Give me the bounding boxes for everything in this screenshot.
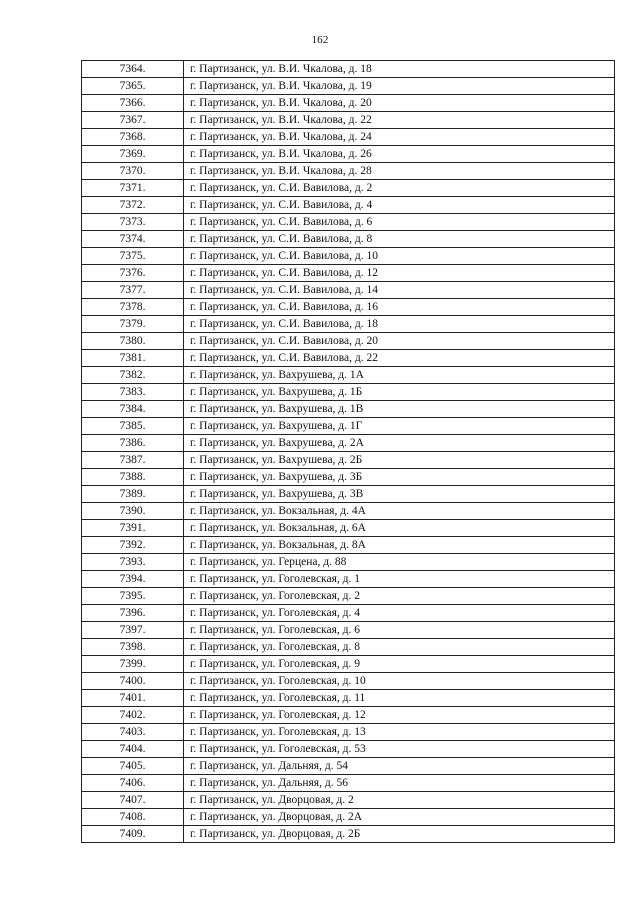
row-number-cell: 7368. [82, 129, 184, 146]
row-number-cell: 7376. [82, 265, 184, 282]
table-row [82, 622, 615, 639]
table-row [82, 78, 615, 95]
row-number-cell: 7401. [82, 690, 184, 707]
row-number-cell: 7369. [82, 146, 184, 163]
address-cell: г. Партизанск, ул. Вахрушева, д. 2Б [184, 452, 615, 469]
row-number-cell: 7374. [82, 231, 184, 248]
row-number-cell: 7406. [82, 775, 184, 792]
address-cell: г. Партизанск, ул. Вокзальная, д. 8А [184, 537, 615, 554]
address-cell: г. Партизанск, ул. Гоголевская, д. 9 [184, 656, 615, 673]
row-number-cell: 7403. [82, 724, 184, 741]
address-table-body [82, 61, 615, 843]
table-row [82, 639, 615, 656]
row-number-cell: 7408. [82, 809, 184, 826]
address-cell: г. Партизанск, ул. С.И. Вавилова, д. 16 [184, 299, 615, 316]
table-row [82, 112, 615, 129]
address-cell: г. Партизанск, ул. Вахрушева, д. 3В [184, 486, 615, 503]
table-row [82, 792, 615, 809]
table-row [82, 350, 615, 367]
row-number-cell: 7366. [82, 95, 184, 112]
table-row [82, 95, 615, 112]
address-cell: г. Партизанск, ул. Дворцовая, д. 2Б [184, 826, 615, 843]
row-number-cell: 7394. [82, 571, 184, 588]
row-number-cell: 7393. [82, 554, 184, 571]
address-cell: г. Партизанск, ул. Гоголевская, д. 53 [184, 741, 615, 758]
row-number-cell: 7371. [82, 180, 184, 197]
row-number-cell: 7388. [82, 469, 184, 486]
table-row [82, 367, 615, 384]
address-cell: г. Партизанск, ул. Гоголевская, д. 11 [184, 690, 615, 707]
row-number-cell: 7384. [82, 401, 184, 418]
address-cell: г. Партизанск, ул. Гоголевская, д. 8 [184, 639, 615, 656]
table-row [82, 333, 615, 350]
address-cell: г. Партизанск, ул. Вахрушева, д. 1Г [184, 418, 615, 435]
address-table-container [81, 60, 615, 843]
row-number-cell: 7380. [82, 333, 184, 350]
table-row [82, 520, 615, 537]
address-cell: г. Партизанск, ул. Дальняя, д. 54 [184, 758, 615, 775]
row-number-cell: 7375. [82, 248, 184, 265]
table-row [82, 469, 615, 486]
address-cell: г. Партизанск, ул. В.И. Чкалова, д. 18 [184, 61, 615, 78]
address-cell: г. Партизанск, ул. Вокзальная, д. 4А [184, 503, 615, 520]
row-number-cell: 7367. [82, 112, 184, 129]
row-number-cell: 7382. [82, 367, 184, 384]
table-row [82, 282, 615, 299]
row-number-cell: 7395. [82, 588, 184, 605]
table-row [82, 231, 615, 248]
table-row [82, 197, 615, 214]
address-table [81, 60, 615, 843]
address-cell: г. Партизанск, ул. В.И. Чкалова, д. 26 [184, 146, 615, 163]
row-number-cell: 7364. [82, 61, 184, 78]
row-number-cell: 7389. [82, 486, 184, 503]
address-cell: г. Партизанск, ул. В.И. Чкалова, д. 20 [184, 95, 615, 112]
row-number-cell: 7397. [82, 622, 184, 639]
table-row [82, 690, 615, 707]
table-row [82, 741, 615, 758]
table-row [82, 384, 615, 401]
address-cell: г. Партизанск, ул. С.И. Вавилова, д. 8 [184, 231, 615, 248]
row-number-cell: 7385. [82, 418, 184, 435]
address-cell: г. Партизанск, ул. В.И. Чкалова, д. 24 [184, 129, 615, 146]
address-cell: г. Партизанск, ул. С.И. Вавилова, д. 20 [184, 333, 615, 350]
address-cell: г. Партизанск, ул. Вахрушева, д. 1А [184, 367, 615, 384]
table-row [82, 248, 615, 265]
address-cell: г. Партизанск, ул. Гоголевская, д. 13 [184, 724, 615, 741]
row-number-cell: 7387. [82, 452, 184, 469]
address-cell: г. Партизанск, ул. С.И. Вавилова, д. 22 [184, 350, 615, 367]
table-row [82, 707, 615, 724]
table-row [82, 758, 615, 775]
table-row [82, 537, 615, 554]
table-row [82, 673, 615, 690]
table-row [82, 265, 615, 282]
address-cell: г. Партизанск, ул. В.И. Чкалова, д. 28 [184, 163, 615, 180]
table-row [82, 163, 615, 180]
address-cell: г. Партизанск, ул. Гоголевская, д. 4 [184, 605, 615, 622]
table-row [82, 809, 615, 826]
row-number-cell: 7383. [82, 384, 184, 401]
address-cell: г. Партизанск, ул. Вахрушева, д. 1Б [184, 384, 615, 401]
row-number-cell: 7365. [82, 78, 184, 95]
row-number-cell: 7409. [82, 826, 184, 843]
table-row [82, 435, 615, 452]
table-row [82, 724, 615, 741]
table-row [82, 316, 615, 333]
table-row [82, 452, 615, 469]
row-number-cell: 7398. [82, 639, 184, 656]
table-row [82, 418, 615, 435]
table-row [82, 588, 615, 605]
address-cell: г. Партизанск, ул. Дворцовая, д. 2А [184, 809, 615, 826]
row-number-cell: 7391. [82, 520, 184, 537]
address-cell: г. Партизанск, ул. С.И. Вавилова, д. 14 [184, 282, 615, 299]
address-cell: г. Партизанск, ул. В.И. Чкалова, д. 22 [184, 112, 615, 129]
address-cell: г. Партизанск, ул. Вахрушева, д. 1В [184, 401, 615, 418]
address-cell: г. Партизанск, ул. Гоголевская, д. 6 [184, 622, 615, 639]
row-number-cell: 7400. [82, 673, 184, 690]
table-row [82, 129, 615, 146]
table-row [82, 299, 615, 316]
address-cell: г. Партизанск, ул. Гоголевская, д. 2 [184, 588, 615, 605]
address-cell: г. Партизанск, ул. Гоголевская, д. 12 [184, 707, 615, 724]
row-number-cell: 7373. [82, 214, 184, 231]
table-row [82, 605, 615, 622]
row-number-cell: 7386. [82, 435, 184, 452]
row-number-cell: 7396. [82, 605, 184, 622]
address-cell: г. Партизанск, ул. В.И. Чкалова, д. 19 [184, 78, 615, 95]
address-cell: г. Партизанск, ул. Гоголевская, д. 1 [184, 571, 615, 588]
table-row [82, 401, 615, 418]
address-cell: г. Партизанск, ул. С.И. Вавилова, д. 6 [184, 214, 615, 231]
row-number-cell: 7381. [82, 350, 184, 367]
address-cell: г. Партизанск, ул. Дворцовая, д. 2 [184, 792, 615, 809]
row-number-cell: 7405. [82, 758, 184, 775]
row-number-cell: 7390. [82, 503, 184, 520]
table-row [82, 146, 615, 163]
table-row [82, 656, 615, 673]
row-number-cell: 7370. [82, 163, 184, 180]
row-number-cell: 7404. [82, 741, 184, 758]
row-number-cell: 7399. [82, 656, 184, 673]
address-cell: г. Партизанск, ул. Вахрушева, д. 2А [184, 435, 615, 452]
address-cell: г. Партизанск, ул. Дальняя, д. 56 [184, 775, 615, 792]
address-cell: г. Партизанск, ул. С.И. Вавилова, д. 18 [184, 316, 615, 333]
table-row [82, 503, 615, 520]
table-row [82, 554, 615, 571]
row-number-cell: 7377. [82, 282, 184, 299]
address-cell: г. Партизанск, ул. С.И. Вавилова, д. 2 [184, 180, 615, 197]
address-cell: г. Партизанск, ул. С.И. Вавилова, д. 10 [184, 248, 615, 265]
row-number-cell: 7378. [82, 299, 184, 316]
row-number-cell: 7407. [82, 792, 184, 809]
row-number-cell: 7379. [82, 316, 184, 333]
page-number: 162 [311, 34, 329, 46]
table-row [82, 214, 615, 231]
address-cell: г. Партизанск, ул. Герцена, д. 88 [184, 554, 615, 571]
table-row [82, 571, 615, 588]
address-cell: г. Партизанск, ул. С.И. Вавилова, д. 12 [184, 265, 615, 282]
address-cell: г. Партизанск, ул. Вахрушева, д. 3Б [184, 469, 615, 486]
row-number-cell: 7372. [82, 197, 184, 214]
address-cell: г. Партизанск, ул. Гоголевская, д. 10 [184, 673, 615, 690]
table-row [82, 180, 615, 197]
table-row [82, 826, 615, 843]
table-row [82, 486, 615, 503]
table-row [82, 61, 615, 78]
address-cell: г. Партизанск, ул. Вокзальная, д. 6А [184, 520, 615, 537]
address-cell: г. Партизанск, ул. С.И. Вавилова, д. 4 [184, 197, 615, 214]
row-number-cell: 7392. [82, 537, 184, 554]
row-number-cell: 7402. [82, 707, 184, 724]
table-row [82, 775, 615, 792]
